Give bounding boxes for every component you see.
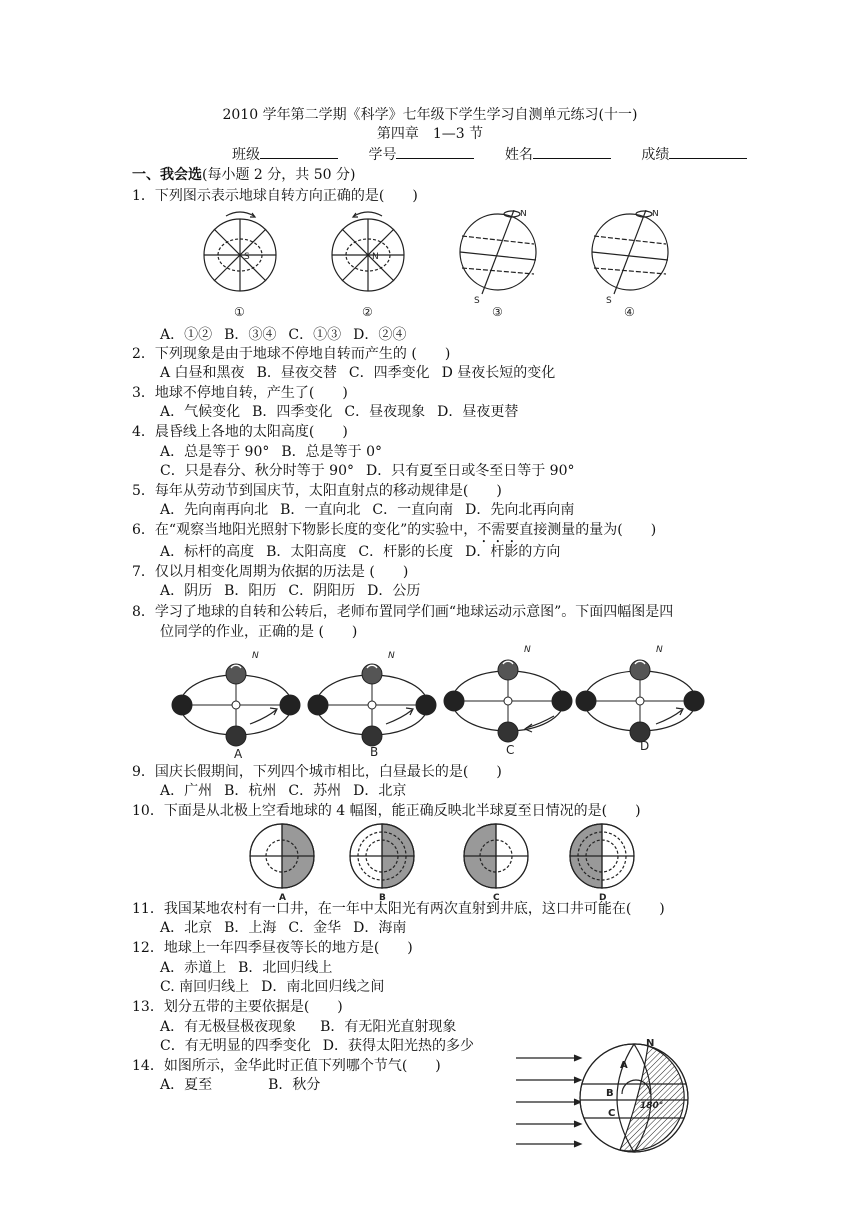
emphasized-text: 不需要 bbox=[477, 522, 520, 538]
option[interactable]: D．南北回归线之间 bbox=[261, 979, 385, 995]
option[interactable]: A 白昼和黑夜 bbox=[160, 365, 245, 381]
question-text: 下列现象是由于地球不停地自转而产生的 ( ) bbox=[154, 346, 451, 362]
figure-label: C bbox=[608, 1108, 616, 1119]
field-label: 姓名 bbox=[504, 147, 533, 163]
option[interactable]: B．一直向北 bbox=[280, 502, 361, 518]
option[interactable]: A．阴历 bbox=[160, 583, 213, 599]
question-number: 14． bbox=[132, 1058, 164, 1074]
question-text: 晨昏线上各地的太阳高度( ) bbox=[154, 424, 348, 440]
option[interactable]: C．阴阳历 bbox=[288, 583, 356, 599]
question-number: 11． bbox=[132, 901, 164, 917]
option[interactable]: C．①③ bbox=[288, 327, 342, 343]
question-13-options bbox=[160, 1016, 468, 1036]
option[interactable]: B．③④ bbox=[224, 327, 277, 343]
section-note: (每小题 2 分，共 50 分) bbox=[202, 167, 356, 183]
figure-label: B bbox=[606, 1088, 614, 1099]
field-number[interactable] bbox=[368, 147, 474, 163]
figure-label: N bbox=[656, 645, 663, 655]
figure-number: ④ bbox=[624, 305, 635, 319]
question-5 bbox=[132, 480, 502, 500]
blank-line bbox=[669, 145, 747, 159]
question-4-options-row2 bbox=[160, 460, 586, 480]
question-number: 12． bbox=[132, 940, 164, 956]
question-text: 直接测量的量为( ) bbox=[519, 522, 657, 538]
field-class[interactable] bbox=[232, 147, 338, 163]
question-number: 6． bbox=[132, 522, 155, 538]
question-8-line2: 位同学的作业，正确的是 ( ) bbox=[160, 624, 358, 640]
question-8 bbox=[132, 601, 673, 621]
question-text: 下面是从北极上空看地球的 4 幅图，能正确反映北半球夏至日情况的是( ) bbox=[163, 803, 641, 819]
question-3-options bbox=[160, 401, 530, 421]
question-11-options bbox=[160, 917, 418, 937]
option[interactable]: D．②④ bbox=[353, 327, 407, 343]
question-text: 每年从劳动节到国庆节，太阳直射点的移动规律是( ) bbox=[154, 483, 502, 499]
option[interactable]: B．太阳高度 bbox=[266, 544, 347, 560]
option[interactable]: C．只是春分、秋分时等于 90° bbox=[160, 463, 354, 479]
field-score[interactable] bbox=[641, 147, 747, 163]
option[interactable]: C．有无明显的四季变化 bbox=[160, 1038, 311, 1054]
question-1-options bbox=[160, 324, 418, 344]
question-7-options bbox=[160, 580, 432, 600]
question-text: 下列图示表示地球自转方向正确的是( ) bbox=[154, 188, 418, 204]
option[interactable]: B．杭州 bbox=[224, 783, 277, 799]
field-label: 成绩 bbox=[641, 147, 670, 163]
figure-option-label: D bbox=[640, 739, 650, 753]
option[interactable]: A．广州 bbox=[160, 783, 213, 799]
option[interactable]: D．先向北再向南 bbox=[465, 502, 575, 518]
question-4 bbox=[132, 421, 348, 441]
option[interactable]: D．公历 bbox=[367, 583, 421, 599]
question-6-options bbox=[160, 541, 572, 561]
figure-number: ① bbox=[234, 305, 245, 319]
page-subtitle: 第四章 1—3 节 bbox=[376, 126, 484, 142]
figure-label: S bbox=[244, 252, 250, 262]
figure-sunlight-globe bbox=[510, 1038, 710, 1156]
question-12 bbox=[132, 937, 413, 957]
option[interactable]: A．标杆的高度 bbox=[160, 544, 255, 560]
question-14 bbox=[132, 1055, 441, 1075]
question-4-options bbox=[160, 441, 394, 461]
figure-polar-view bbox=[246, 818, 646, 902]
option[interactable]: B．总是等于 0° bbox=[281, 444, 383, 460]
question-text: 学习了地球的自转和公转后，老师布置同学们画“地球运动示意图”。下面四幅图是四 bbox=[154, 604, 674, 620]
option[interactable]: C. 南回归线上 bbox=[160, 979, 250, 995]
question-text: 划分五带的主要依据是( ) bbox=[163, 999, 343, 1015]
figure-number: ② bbox=[362, 305, 373, 319]
question-text: 如图所示，金华此时正值下列哪个节气( ) bbox=[163, 1058, 441, 1074]
option[interactable]: C．昼夜现象 bbox=[344, 404, 426, 420]
figure-label: A bbox=[620, 1060, 628, 1071]
question-number: 8． bbox=[132, 604, 155, 620]
option[interactable]: A．气候变化 bbox=[160, 404, 241, 420]
section-heading bbox=[132, 164, 355, 184]
option[interactable]: D．海南 bbox=[353, 920, 407, 936]
question-12-options bbox=[160, 957, 344, 977]
option[interactable]: C．杆影的长度 bbox=[358, 544, 454, 560]
option[interactable]: C．四季变化 bbox=[348, 365, 430, 381]
question-text: 在“观察当地阳光照射下物影长度的变化”的实验中， bbox=[154, 522, 478, 538]
question-9-options bbox=[160, 780, 418, 800]
question-number: 9． bbox=[132, 764, 155, 780]
field-name[interactable] bbox=[505, 147, 611, 163]
question-text: 国庆长假期间，下列四个城市相比，白昼最长的是( ) bbox=[154, 764, 502, 780]
question-5-options bbox=[160, 499, 586, 519]
question-7 bbox=[132, 561, 408, 581]
option[interactable]: A．①② bbox=[160, 327, 213, 343]
question-12-options-row2 bbox=[160, 976, 396, 996]
option[interactable]: A．先向南再向北 bbox=[160, 502, 269, 518]
option[interactable]: D．获得太阳光热的多少 bbox=[322, 1038, 474, 1054]
figure-label: N bbox=[252, 651, 259, 661]
figure-option-label: B bbox=[370, 745, 379, 759]
field-label: 学号 bbox=[368, 147, 397, 163]
option[interactable]: A．赤道上 bbox=[160, 960, 227, 976]
question-number: 1． bbox=[132, 188, 155, 204]
option[interactable]: D．杆影的方向 bbox=[465, 544, 561, 560]
figure-label: N bbox=[372, 252, 379, 262]
question-13-options-row2 bbox=[160, 1035, 486, 1055]
question-text: 地球上一年四季昼夜等长的地方是( ) bbox=[163, 940, 413, 956]
option[interactable]: A．北京 bbox=[160, 920, 213, 936]
blank-line bbox=[396, 145, 474, 159]
figure-label: N bbox=[388, 651, 395, 661]
question-number: 13． bbox=[132, 999, 164, 1015]
question-14-options bbox=[160, 1074, 332, 1094]
question-text: 仅以月相变化周期为依据的历法是 ( ) bbox=[154, 564, 409, 580]
option[interactable]: A．有无极昼极夜现象 bbox=[160, 1019, 297, 1035]
question-13 bbox=[132, 996, 343, 1016]
blank-line bbox=[533, 145, 611, 159]
question-2-options bbox=[160, 362, 567, 382]
question-11 bbox=[132, 898, 665, 918]
question-number: 3． bbox=[132, 385, 155, 401]
figure-option-label: C bbox=[506, 743, 515, 757]
figure-label: N bbox=[524, 645, 531, 655]
figure-option-label: A bbox=[279, 893, 286, 902]
figure-earth-rotation bbox=[190, 210, 690, 322]
question-1 bbox=[132, 185, 418, 205]
section-label: 一、我会选 bbox=[132, 167, 202, 183]
option[interactable]: B．阳历 bbox=[224, 583, 277, 599]
question-10 bbox=[132, 800, 641, 820]
field-label: 班级 bbox=[232, 147, 260, 163]
option[interactable]: B．北回归线上 bbox=[238, 960, 333, 976]
option[interactable]: A．总是等于 90° bbox=[160, 444, 270, 460]
figure-label: 180° bbox=[640, 1101, 664, 1111]
option[interactable]: B．昼夜交替 bbox=[256, 365, 337, 381]
option[interactable]: D．只有夏至日或冬至日等于 90° bbox=[365, 463, 575, 479]
figure-option-label: C bbox=[493, 893, 500, 902]
figure-earth-orbit bbox=[170, 644, 720, 762]
figure-label: S bbox=[474, 296, 480, 306]
question-text: 地球不停地自转，产生了( ) bbox=[154, 385, 348, 401]
figure-label: N bbox=[652, 210, 659, 219]
option[interactable]: C．苏州 bbox=[288, 783, 342, 799]
question-number: 4． bbox=[132, 424, 155, 440]
option[interactable]: D 昼夜长短的变化 bbox=[441, 365, 556, 381]
figure-label: S bbox=[606, 296, 612, 306]
question-3 bbox=[132, 382, 348, 402]
figure-number: ③ bbox=[492, 305, 503, 319]
figure-option-label: B bbox=[379, 893, 386, 902]
figure-option-label: A bbox=[234, 747, 243, 761]
figure-label: N bbox=[646, 1038, 655, 1049]
blank-line bbox=[260, 145, 338, 159]
figure-option-label: D bbox=[599, 893, 607, 902]
option[interactable]: B．有无阳光直射现象 bbox=[320, 1019, 457, 1035]
option[interactable]: B．秋分 bbox=[268, 1077, 321, 1093]
option[interactable]: D．北京 bbox=[353, 783, 407, 799]
page-title: 2010 学年第二学期《科学》七年级下学生学习自测单元练习(十一) bbox=[222, 107, 638, 123]
option[interactable]: A．夏至 bbox=[160, 1077, 213, 1093]
student-info-fields bbox=[232, 144, 773, 164]
option[interactable]: C．金华 bbox=[288, 920, 342, 936]
option[interactable]: C．一直向南 bbox=[372, 502, 454, 518]
question-text: 我国某地农村有一口井，在一年中太阳光有两次直射到井底，这口井可能在( ) bbox=[163, 901, 665, 917]
question-2 bbox=[132, 343, 450, 363]
question-9 bbox=[132, 761, 502, 781]
option[interactable]: B．四季变化 bbox=[252, 404, 333, 420]
question-number: 10． bbox=[132, 803, 164, 819]
option[interactable]: B．上海 bbox=[224, 920, 277, 936]
option[interactable]: D．昼夜更替 bbox=[437, 404, 519, 420]
figure-label: N bbox=[520, 210, 527, 219]
question-number: 2． bbox=[132, 346, 155, 362]
question-number: 5． bbox=[132, 483, 155, 499]
question-number: 7． bbox=[132, 564, 155, 580]
